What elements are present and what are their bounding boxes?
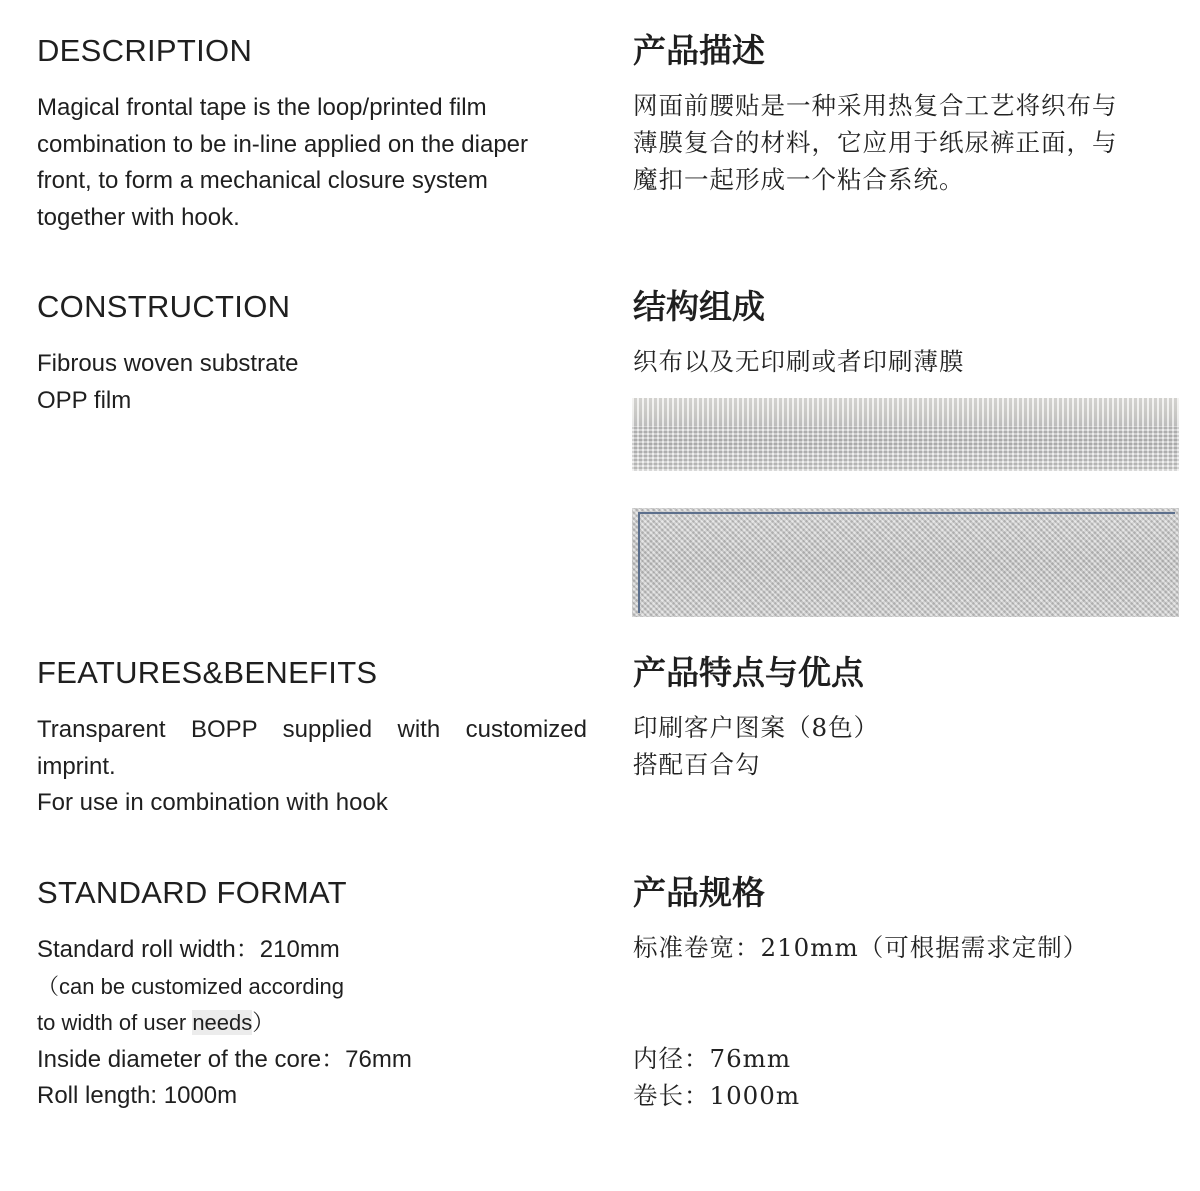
construction-heading: CONSTRUCTION: [37, 289, 291, 324]
roll-width-line-zh: 标准卷宽：210mm（可根据需求定制）: [633, 933, 1089, 962]
description-line-zh: 薄膜复合的材料，它应用于纸尿裤正面，与: [633, 128, 1118, 157]
features-line-zh: 印刷客户图案（8色）: [633, 713, 880, 742]
standard-format-section-en: [37, 875, 587, 1115]
features-section-zh: [633, 653, 1183, 783]
features-line: Transparent BOPP supplied with customized imprint.: [37, 716, 587, 780]
features-heading-zh: 产品特点与优点: [633, 653, 864, 692]
description-heading-zh: 产品描述: [633, 31, 765, 70]
customized-note-text: to width of user: [37, 1010, 193, 1036]
roll-length-line: Roll length: 1000m: [37, 1082, 238, 1110]
standard-format-heading: STANDARD FORMAT: [37, 875, 347, 910]
highlighted-needs-text: needs: [192, 1010, 253, 1036]
customized-note-line-2: [37, 1005, 587, 1042]
description-line: combination to be in-line applied on the diaper: [37, 130, 529, 158]
construction-heading-zh: 结构组成: [633, 287, 765, 326]
standard-format-heading-zh: 产品规格: [633, 873, 765, 912]
description-line-zh: 魔扣一起形成一个粘合系统。: [633, 165, 965, 194]
spacer: [633, 1003, 1183, 1040]
construction-line: OPP film: [37, 386, 132, 414]
construction-line: Fibrous woven substrate: [37, 350, 299, 377]
standard-format-section-zh: [633, 873, 1183, 1114]
loop-fabric-image: [632, 398, 1179, 471]
printed-film-fabric-image: [632, 508, 1179, 617]
construction-section-zh: [633, 287, 1183, 380]
construction-line-zh: 织布以及无印刷或者印刷薄膜: [633, 347, 965, 376]
construction-text-zh: [633, 343, 1183, 380]
customized-note-line-1: （can be customized according: [37, 973, 344, 999]
core-diameter-line-zh: 内径：76mm: [633, 1044, 792, 1073]
roll-width-line: Standard roll width：210mm: [37, 936, 340, 963]
description-line: front, to form a mechanical closure system: [37, 167, 488, 195]
description-text-zh: [633, 87, 1183, 198]
spacer: [633, 966, 1183, 1003]
description-line: together with hook.: [37, 203, 240, 231]
core-diameter-line: Inside diameter of the core：76mm: [37, 1045, 412, 1073]
description-line-zh: 网面前腰贴是一种采用热复合工艺将织布与: [633, 91, 1118, 120]
description-heading: DESCRIPTION: [37, 33, 253, 68]
construction-text: [37, 346, 587, 419]
features-section-en: [37, 655, 587, 822]
features-line: For use in combination with hook: [37, 789, 388, 817]
description-line: Magical frontal tape is the loop/printed film: [37, 94, 487, 121]
standard-format-text-zh: [633, 929, 1183, 1114]
roll-length-line-zh: 卷长：1000m: [633, 1081, 801, 1110]
features-text: [37, 712, 587, 822]
customized-note-close: ）: [252, 1010, 275, 1036]
description-section-en: [37, 33, 587, 236]
features-line-zh: 搭配百合勾: [633, 750, 761, 779]
features-heading: FEATURES&BENEFITS: [37, 655, 378, 690]
description-text: [37, 90, 587, 236]
features-text-zh: [633, 709, 1183, 783]
construction-section-en: [37, 289, 587, 419]
description-section-zh: [633, 31, 1183, 198]
standard-format-text: [37, 932, 587, 1115]
